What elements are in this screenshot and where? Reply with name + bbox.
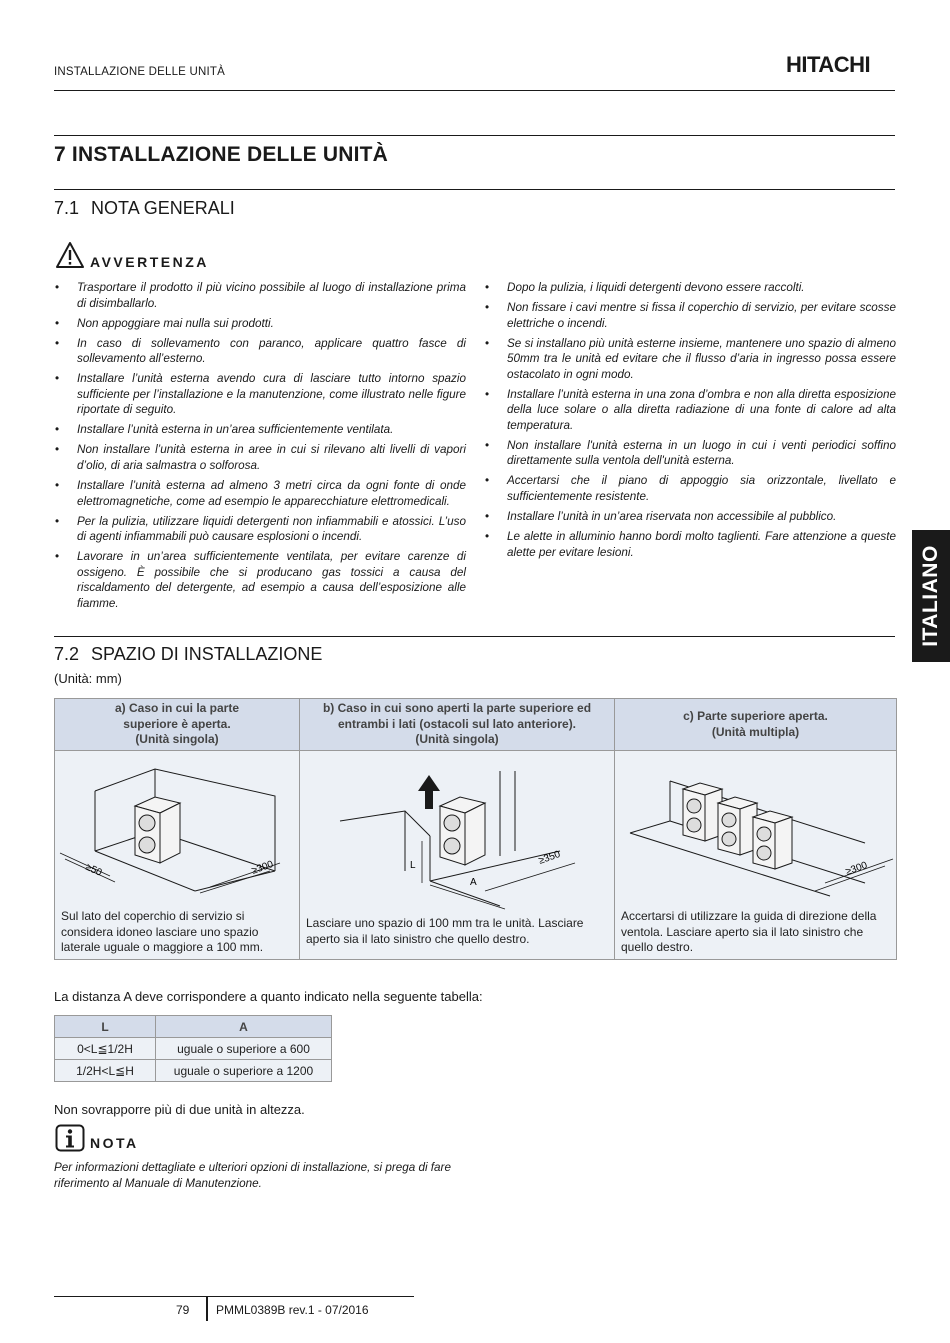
diagram-cell-c: [615, 751, 896, 959]
units-label: (Unità: mm): [54, 671, 122, 686]
warning-list-right: [484, 280, 896, 565]
list-item: • Non fissare i cavi mentre si fissa il coperchio di servizio, per evitare scosse elettriche o incendi.: [484, 300, 896, 331]
column-header-a: a) Caso in cui la parte superiore è aperta. (Unità singola): [55, 699, 300, 751]
diagram-cell-b: [300, 751, 615, 959]
list-item: • Non installare l'unità esterna in un luogo in cui i venti periodici soffino direttamente sulla ventola dell'unità esterna.: [484, 438, 896, 469]
table-cell: uguale o superiore a 600: [156, 1038, 332, 1060]
list-item: • Dopo la pulizia, i liquidi detergenti devono essere raccolti.: [484, 280, 896, 296]
section-title-text: NOTA GENERALI: [91, 198, 235, 218]
document-code: PMML0389B rev.1 - 07/2016: [216, 1303, 369, 1317]
warning-icon: [55, 241, 85, 269]
list-item: • Lavorare in un’area sufficientemente ventilata, per evitare carenze di ossigeno. È possibile che si producano gas tossici a causa del riscaldamento del detergente, ad esempio a causa dell’esposizione alle fiamme.: [54, 549, 466, 611]
list-item: • In caso di sollevamento con paranco, applicare quattro fasce di sollevamento all’esterno.: [54, 336, 466, 367]
section-number: 7.1: [54, 198, 80, 218]
dim-label: ≥50: [83, 861, 104, 879]
dim-label: ≥350: [537, 848, 562, 867]
list-item: • Installare l’unità in un’area riservata non accessibile al pubblico.: [484, 509, 896, 525]
list-item: • Per la pulizia, utilizzare liquidi detergenti non infiammabili e atossici. L’uso di agenti infiammabili può causare esplosioni o incendi.: [54, 514, 466, 545]
table-header-l: L: [55, 1016, 156, 1038]
table-row: [55, 1038, 332, 1060]
column-header-c: c) Parte superiore aperta. (Unità multipla): [615, 699, 896, 751]
table-cell: 0<L≦1/2H: [55, 1038, 156, 1060]
footer-rule: [54, 1296, 414, 1297]
list-item: • Installare l’unità esterna in una zona d’ombra e non alla diretta esposizione della luce solare o alla diretta radiazione di una fonte di calore ad alta temperatura.: [484, 387, 896, 434]
list-item: • Non installare l’unità esterna in aree in cui si rilevano alti livelli di vapori d’olio, di aria salmastra o solforosa.: [54, 442, 466, 473]
note-text: Per informazioni dettagliate e ulteriori opzioni di installazione, si prega di fare riferimento al Manuale di Manutenzione.: [54, 1161, 451, 1190]
header-rule: [54, 90, 895, 91]
list-item: • Trasportare il prodotto il più vicino possibile al luogo di installazione prima di disimballarlo.: [54, 280, 466, 311]
chapter-title: 7 INSTALLAZIONE DELLE UNITÀ: [54, 143, 389, 166]
installation-space-grid: [54, 698, 897, 960]
section-title-text: SPAZIO DI INSTALLAZIONE: [91, 644, 323, 664]
footer-divider: [206, 1297, 208, 1321]
table-cell: 1/2H<L≦H: [55, 1060, 156, 1082]
info-icon: [55, 1124, 85, 1152]
distance-table: [54, 1015, 332, 1082]
list-item: • Le alette in alluminio hanno bordi molto taglienti. Fare attenzione a queste alette per evitare lesioni.: [484, 529, 896, 560]
table-header-a: A: [156, 1016, 332, 1038]
table-cell: uguale o superiore a 1200: [156, 1060, 332, 1082]
dim-label: ≥300: [250, 858, 275, 877]
list-item: • Se si installano più unità esterne insieme, mantenere uno spazio di almeno 50mm tra le unità ed evitare che il flusso d’aria in ingresso possa essere ostacolato in ogni modo.: [484, 336, 896, 383]
dim-label: ≥300: [844, 859, 869, 878]
hitachi-logo: HITACHI: [786, 52, 871, 77]
dim-label: L: [410, 860, 416, 871]
warning-label: AVVERTENZA: [90, 254, 209, 270]
table-row: [55, 1060, 332, 1082]
warning-list-left: [54, 280, 466, 616]
running-header: INSTALLAZIONE DELLE UNITÀ: [54, 66, 225, 78]
section-rule-7-2: [54, 636, 895, 637]
diagram-cell-a: [55, 751, 300, 959]
dim-label: A: [470, 877, 477, 888]
caption-b: Lasciare uno spazio di 100 mm tra le unità. Lasciare aperto sia il lato sinistro che quello destro.: [306, 916, 584, 946]
list-item: • Installare l’unità esterna avendo cura di lasciare tutto intorno spazio sufficiente per l’installazione e la manutenzione, come illustrato nelle figure riportate di seguito.: [54, 371, 466, 418]
chapter-rule: [54, 135, 895, 136]
list-item: • Installare l’unità esterna ad almeno 3 metri circa da ogni fonte di onde elettromagnetiche, come ad esempio le apparecchiature elettromedicali.: [54, 478, 466, 509]
stack-note: Non sovrapporre più di due unità in altezza.: [54, 1102, 305, 1117]
section-title-7-1: [54, 198, 235, 219]
page-number: 79: [176, 1303, 190, 1317]
note-label: NOTA: [90, 1135, 139, 1151]
caption-a: Sul lato del coperchio di servizio si considera idoneo lasciare uno spazio laterale uguale o maggiore a 100 mm.: [61, 909, 264, 954]
language-tab-label: ITALIANO: [919, 545, 942, 647]
list-item: • Non appoggiare mai nulla sui prodotti.: [54, 316, 466, 332]
column-header-b: b) Caso in cui sono aperti la parte superiore ed entrambi i lati (ostacoli sul lato anteriore). (Unità singola): [300, 699, 615, 751]
section-number: 7.2: [54, 644, 80, 664]
language-tab: [912, 530, 950, 662]
section-title-7-2: [54, 644, 322, 665]
list-item: • Accertarsi che il piano di appoggio sia orizzontale, livellato e sufficientemente resistente.: [484, 473, 896, 504]
distance-intro: La distanza A deve corrispondere a quanto indicato nella seguente tabella:: [54, 989, 483, 1004]
section-rule-7-1: [54, 189, 895, 190]
caption-c: Accertarsi di utilizzare la guida di direzione della ventola. Lasciare aperto sia il lato sinistro che quello destro.: [621, 909, 877, 954]
list-item: • Installare l’unità esterna in un’area sufficientemente ventilata.: [54, 422, 466, 438]
